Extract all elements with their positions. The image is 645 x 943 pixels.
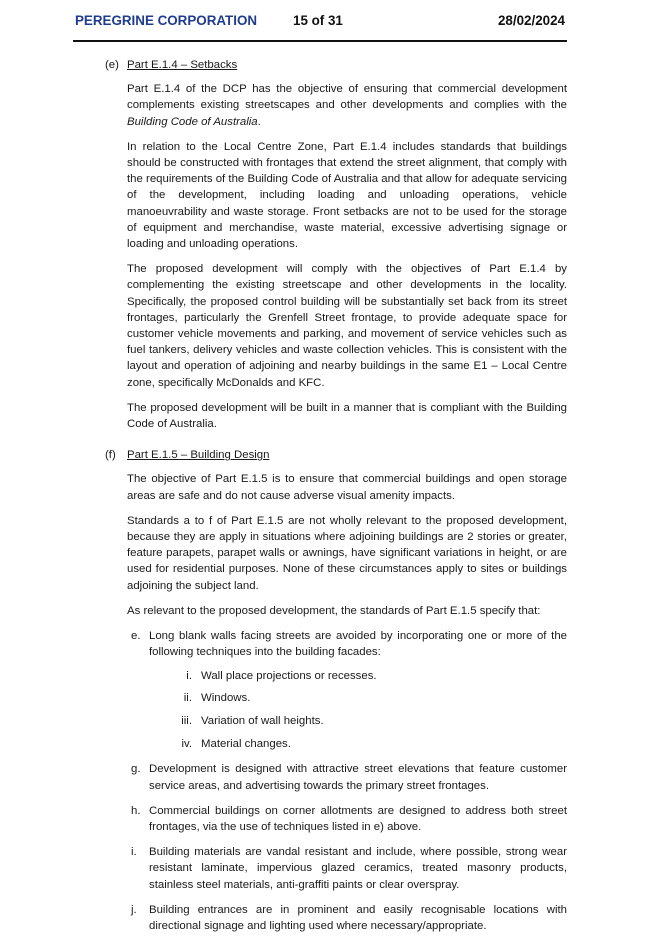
document-body xyxy=(0,57,645,943)
standards-list xyxy=(127,628,567,934)
sub-list-item xyxy=(127,690,567,706)
paragraph: The proposed development will comply with the objectives of Part E.1.4 by complementing the existing streetscape and other developments in the locality. Specifically, the proposed control building will be substantially set back from its street frontages, particularly the Grenfell Street frontage, to provide adequate space for customer vehicle movements and parking, and movement of service vehicles such as fuel tankers, delivery vehicles and waste collection vehicles. This is consistent with the layout and operation of adjoining and nearby buildings in the same E1 – Local Centre zone, specifically McDonalds and KFC. xyxy=(127,263,567,389)
list-item-text: Long blank walls facing streets are avoided by incorporating one or more of the following techniques into the building facades: xyxy=(149,630,567,659)
document-date: 28/02/2024 xyxy=(497,13,565,28)
paragraph: The objective of Part E.1.5 is to ensure that commercial buildings and open storage areas are safe and do not cause adverse visual amenity impacts. xyxy=(127,473,567,502)
list-marker: g. xyxy=(131,763,141,776)
section-label: (f) xyxy=(105,449,116,462)
paragraph: Part E.1.4 of the DCP has the objective of ensuring that commercial development complements existing streetscapes and other developments and complies with the Building Code of Australia. xyxy=(127,83,567,128)
section-label: (e) xyxy=(105,59,119,71)
header-divider xyxy=(73,40,567,42)
section-heading xyxy=(105,57,567,73)
list-marker: h. xyxy=(131,804,141,817)
list-item-text: Material changes. xyxy=(201,738,291,751)
list-item-text: Windows. xyxy=(201,692,251,705)
sub-list-item xyxy=(127,668,567,684)
list-marker: e. xyxy=(131,630,141,643)
list-marker: iii. xyxy=(181,715,192,728)
page-number: 15 of 31 xyxy=(293,13,343,28)
list-marker: i. xyxy=(131,846,137,859)
section-title: Part E.1.5 – Building Design xyxy=(127,449,270,462)
sub-list-item xyxy=(127,736,567,752)
list-item xyxy=(127,628,567,752)
list-item xyxy=(127,844,567,893)
paragraph: As relevant to the proposed development, the standards of Part E.1.5 specify that: xyxy=(127,604,541,617)
list-item-text: Variation of wall heights. xyxy=(201,715,324,728)
list-marker: j. xyxy=(131,903,137,916)
company-name: PEREGRINE CORPORATION xyxy=(75,13,258,28)
italic-phrase: Building Code of Australia xyxy=(127,115,258,128)
paragraph: In relation to the Local Centre Zone, Part E.1.4 includes standards that buildings should be constructed with frontages that extend the street alignment, that comply with the requirements of the Building Code of Australia and that allow for adequate servicing of the development, including loading and unloading operations, vehicle manoeuvrability and waste storage. Front setbacks are not to be used for the storage of equipment and merchandise, waste material, excessive advertising signage or loading and unloading operations. xyxy=(127,140,567,251)
list-item-text: Building materials are vandal resistant and include, where possible, strong wear resistant laminate, impervious glazed ceramics, treated masonry products, stainless steel materials, anti-graffiti paints or clear overspray. xyxy=(149,846,567,891)
list-item xyxy=(127,902,567,934)
list-item-text: Wall place projections or recesses. xyxy=(201,669,377,682)
list-marker: i. xyxy=(186,669,192,682)
sub-list-item xyxy=(127,713,567,729)
section-building-design xyxy=(0,447,645,934)
paragraph: Standards a to f of Part E.1.5 are not wholly relevant to the proposed development, because they are apply in situations where adjoining buildings are 2 stories or greater, feature parapets, parapet walls or awnings, have significant variations in height, or are used for residential purposes. None of these circumstances apply to sites or buildings adjoining the subject land. xyxy=(127,514,567,592)
list-item xyxy=(127,761,567,793)
list-item-text: Building entrances are in prominent and easily recognisable locations with directional signage and lighting used where necessary/appropriate. xyxy=(149,903,567,932)
section-title: Part E.1.4 – Setbacks xyxy=(127,59,238,71)
list-marker: iv. xyxy=(181,738,192,751)
paragraph: The proposed development will be built in a manner that is compliant with the Building Code of Australia. xyxy=(127,401,567,431)
list-item xyxy=(127,803,567,835)
sub-list xyxy=(127,668,567,753)
section-setbacks xyxy=(0,57,645,432)
list-item-text: Development is designed with attractive street elevations that feature customer service areas, and advertising towards the primary street frontages. xyxy=(149,763,567,792)
list-marker: ii. xyxy=(183,692,192,705)
section-heading xyxy=(105,447,567,463)
page-header xyxy=(75,13,565,31)
list-item-text: Commercial buildings on corner allotments are designed to address both street frontages, via the use of techniques listed in e) above. xyxy=(149,804,567,833)
